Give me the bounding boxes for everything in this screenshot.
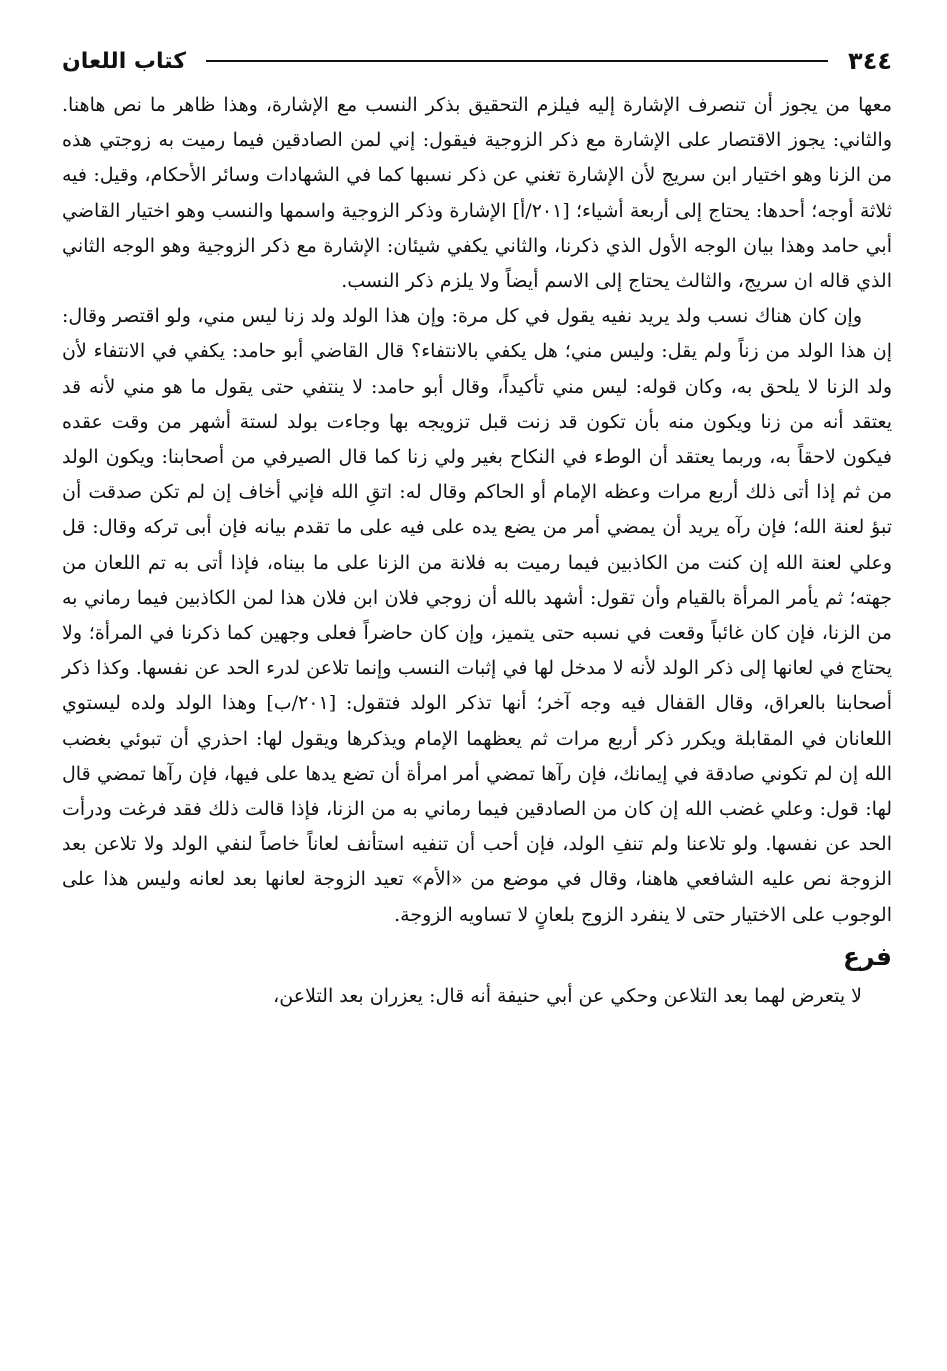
running-header <box>62 38 892 84</box>
body-text <box>62 88 892 1014</box>
book-page <box>62 38 892 1358</box>
paragraph-2: وإن كان هناك نسب ولد يريد نفيه يقول في كل مرة: وإن هذا الولد ولد زنا ليس مني، ولو اقتصر وقال: إن هذا الولد من زناً ولم يقل: وليس مني؛ هل يكفي بالانتفاء؟ قال القاضي أبو حامد: يكفي في الانتفاء لأن ولد الزنا لا يلحق به، وكان قوله: ليس مني تأكيداً، وقال أبو حامد: لا ينتفي حتى يقول ما هو مني لأنه قد يعتقد أنه من زنا ويكون منه بأن تكون قد زنت قبل تزويجه بها وجاءت بولد لستة أشهر من وقت عقده فيكون لاحقاً به، وربما يعتقد أن الوطء في النكاح بغير ولي زنا كما قال الصيرفي من أصحابنا: ويكون الولد من ثم إذا أتى ذلك أربع مرات وعظه الإمام أو الحاكم وقال له: اتقِ الله فإني أخاف إن لم تكن صدقت أن تبؤ لعنة الله؛ فإن رآه يريد أن يمضي أمر من يضع يده على فيه على ما تقدم بيانه فإن أبى تركه وقال: قل وعلي لعنة الله إن كنت من الكاذبين فيما رميت به فلانة من الزنا على ما بيناه، فإذا أتى به تم اللعان من جهته؛ ثم يأمر المرأة بالقيام وأن تقول: أشهد بالله أن زوجي فلان ابن فلان هذا لمن الكاذبين فيما رماني به من الزنا، فإن كان غائباً وقعت في نسبه حتى يتميز، وإن كان حاضراً فعلى وجهين كما ذكرنا في المرأة؛ ولا يحتاج في لعانها إلى ذكر الولد لأنه لا مدخل لها في إثبات النسب وإنما تلاعن لدرء الحد عن نفسها. وكذا ذكر أصحابنا بالعراق، وقال القفال فيه وجه آخر؛ أنها تذكر الولد فتقول: [٢٠١/ب] وهذا الولد ولده ليستوي اللعانان في المقابلة ويكرر ذكر أربع مرات ثم يعظهما الإمام ويذكرها ويقول لها: احذري أن تبوئي بغضب الله إن لم تكوني صادقة في إيمانك، فإن رآها تمضي أمر امرأة أن تضع يدها على فيها، فإن رآها تمضي قال لها: قول: وعلي غضب الله إن كان من الصادقين فيما رماني به من الزنا، فإذا قالت ذلك فقد فرغت ودرأت الحد عن نفسها. ولو تلاعنا ولم تنفِ الولد، فإن أحب أن تنفيه استأنف لعاناً خاصاً لنفي الولد ولا تلاعن بعد الزوجة نص عليه الشافعي هاهنا، وقال في موضع من «الأم» تعيد الزوجة لعانها بعد لعانه وليس هذا على الوجوب على الاختيار حتى لا ينفرد الزوج بلعانٍ لا تساويه الزوجة. <box>62 305 892 926</box>
paragraph-1: معها من يجوز أن تنصرف الإشارة إليه فيلزم التحقيق بذكر النسب مع الإشارة، وهذا ظاهر ما نص هاهنا. والثاني: يجوز الاقتصار على الإشارة مع ذكر الزوجية فيقول: إني لمن الصادقين فيما رميت به زوجتي هذه من الزنا وهو اختيار ابن سريج لأن الإشارة تغني عن ذكر نسبها كما في الشهادات وسائر الأحكام، وقيل: فيه ثلاثة أوجه؛ أحدها: يحتاج إلى أربعة أشياء؛ [٢٠١/أ] الإشارة وذكر الزوجية واسمها والنسب وهو اختيار القاضي أبي حامد وهذا بيان الوجه الأول الذي ذكرنا، والثاني يكفي شيئان: الإشارة مع ذكر الزوجية وهو الوجه الثاني الذي قاله ان سريج، والثالث يحتاج إلى الاسم أيضاً ولا يلزم ذكر النسب. <box>62 94 892 293</box>
page-number: ٣٤٤ <box>848 47 892 75</box>
section-heading: فرع <box>843 941 892 971</box>
running-title: كتاب اللعان <box>62 48 187 74</box>
header-rule <box>206 60 828 62</box>
section-paragraph: لا يتعرض لهما بعد التلاعن وحكي عن أبي حنيفة أنه قال: يعزران بعد التلاعن، <box>273 984 862 1007</box>
